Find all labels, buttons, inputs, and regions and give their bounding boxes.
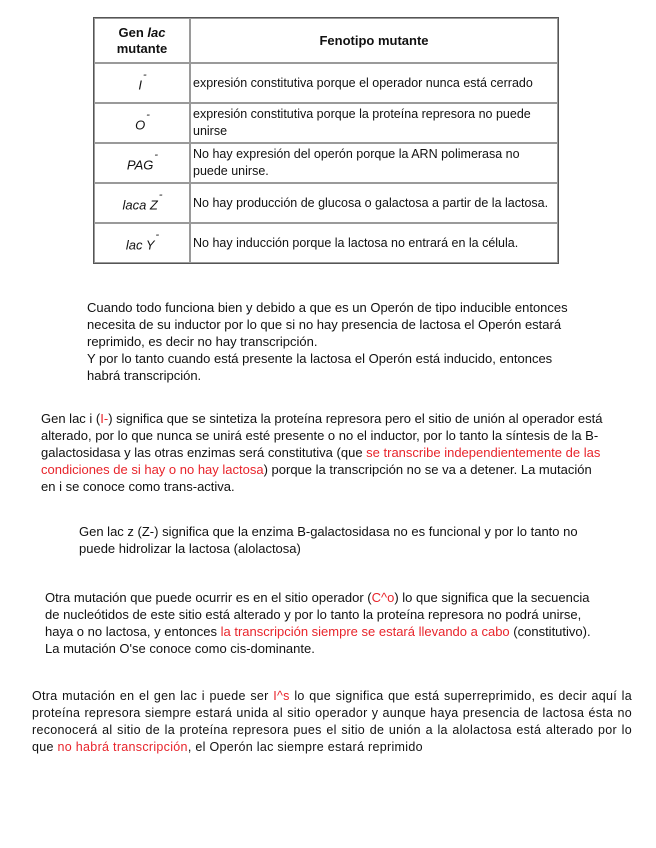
table-row — [94, 143, 558, 183]
phenotype-cell: expresión constitutiva porque el operador nunca está cerrado — [190, 63, 558, 103]
table-row — [94, 103, 558, 143]
paragraph-operator-mutation: Otra mutación que puede ocurrir es en el sitio operador (C^o) lo que significa que la secuencia de nucleótidos de este sitio está alterado y por lo tanto la proteína represora no podrá unirse, haya o no lactosa, y entonces la transcripción siempre se estará llevando a cabo (constitutivo). La mutación O'se conoce como cis-dominante. — [45, 590, 591, 656]
p1-text2: Y por lo tanto cuando está presente la lactosa el Operón está inducido, entonces habrá transcripción. — [87, 351, 553, 383]
phenotype-cell: No hay expresión del operón porque la ARN polimerasa no puede unirse. — [190, 143, 558, 183]
header-gene: Gen lac mutante — [94, 18, 190, 63]
table-row — [94, 63, 558, 103]
gene-cell: I- — [94, 63, 190, 103]
lac-mutants-table — [93, 17, 559, 264]
phenotype-cell: No hay producción de glucosa o galactosa a partir de la lactosa. — [190, 183, 558, 223]
paragraph-inducible-operon — [87, 299, 577, 384]
p1-text: Cuando todo funciona bien y debido a que es un Operón de tipo inducible entonces necesita de su inductor por lo que si no hay presencia de lactosa el Operón estará reprimido, es decir no hay transcripción. — [87, 300, 568, 349]
paragraph-superrepressed-mutation: Otra mutación en el gen lac i puede ser I^s lo que significa que está superreprimido, es decir aquí la proteína represora siempre estará unida al sitio operador y aunque haya presencia de lactosa ésta no reconocerá al sitio de la proteína represora pues el sitio de unión a la alolactosa está alterado por lo que no habrá transcripción, el Operón lac siempre estará reprimido — [32, 689, 632, 754]
table-row — [94, 183, 558, 223]
phenotype-cell: expresión constitutiva porque la proteína represora no puede unirse — [190, 103, 558, 143]
gene-cell: laca Z- — [94, 183, 190, 223]
header-phenotype: Fenotipo mutante — [190, 18, 558, 63]
gene-cell: lac Y- — [94, 223, 190, 263]
gene-cell: PAG- — [94, 143, 190, 183]
phenotype-cell: No hay inducción porque la lactosa no entrará en la célula. — [190, 223, 558, 263]
table-row — [94, 223, 558, 263]
paragraph-lac-i-mutation: Gen lac i (I-) significa que se sintetiza la proteína represora pero el sitio de unión al operador está alterado, por lo que nunca se unirá esté presente o no el inductor, por lo tanto la síntesis de la B-galactosidasa y las otras enzimas será constitutiva (que se transcribe independientemente de las condiciones de si hay o no hay lactosa) porque la transcripción no se va a detener. La mutación en i se conoce como trans-activa. — [41, 411, 603, 494]
gene-cell: O- — [94, 103, 190, 143]
table-header-row — [94, 18, 558, 63]
paragraph-lac-z-mutation: Gen lac z (Z-) significa que la enzima B-galactosidasa no es funcional y por lo tanto no puede hidrolizar la lactosa (alolactosa) — [79, 524, 578, 556]
